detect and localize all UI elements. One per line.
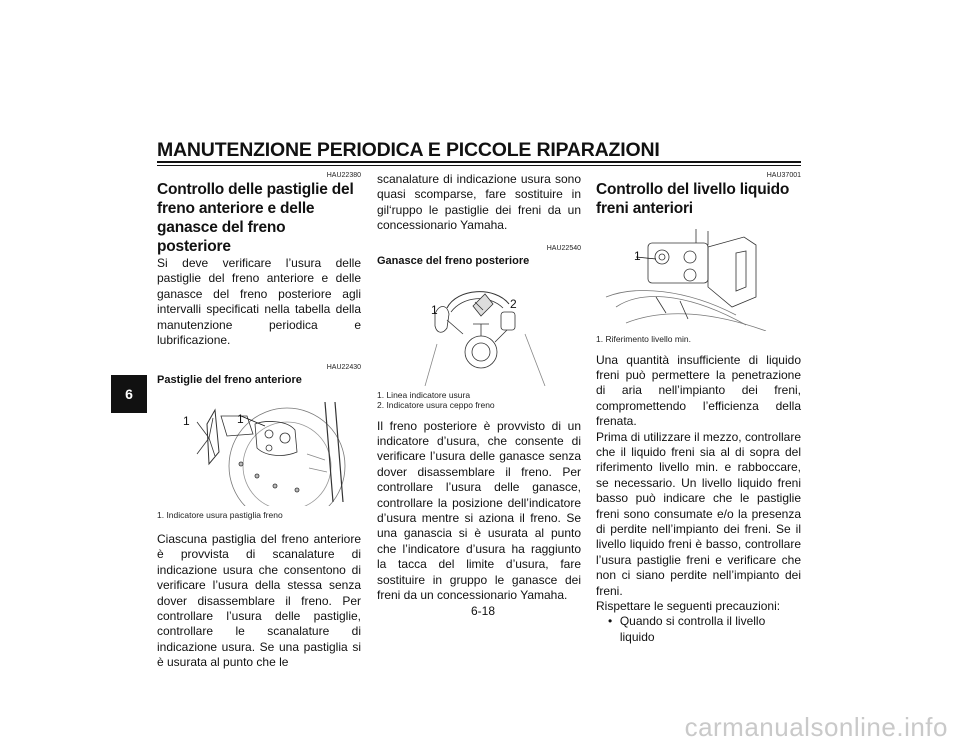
figure-caption: 1. Indicatore usura pastiglia freno xyxy=(157,510,283,521)
paragraph: Si deve verificare l’usura delle pastiglie del freno anteriore e delle ganasce del freno posteriore agli intervalli specificati nella tabella della manutenzione periodica e lubrificazione. xyxy=(157,256,361,348)
rear-brake-illustration xyxy=(377,274,581,386)
front-brake-pad-figure xyxy=(157,394,361,506)
chapter-tab[interactable]: 6 xyxy=(111,375,147,413)
header-rule-thin xyxy=(157,165,801,166)
paragraph: Rispettare le seguenti precauzioni: xyxy=(596,599,781,613)
section-title: Controllo delle pastiglie del freno anteriore e delle ganasce del freno posteriore xyxy=(157,181,354,255)
watermark: carmanualsonline.info xyxy=(684,712,948,742)
section-code: HAU22540 xyxy=(546,244,581,252)
subsection-title: Ganasce del freno posteriore xyxy=(377,254,530,267)
section-code: HAU37001 xyxy=(766,172,801,179)
section-code: HAU22430 xyxy=(326,364,361,372)
page-header-title: MANUTENZIONE PERIODICA E PICCOLE RIPARAZIONI xyxy=(157,139,660,161)
figure-label: 1 xyxy=(183,414,190,429)
figure-label: 1 xyxy=(431,302,438,317)
bullet-item xyxy=(596,614,801,645)
figure-caption: 1. Riferimento livello min. xyxy=(596,334,691,344)
figure-label: 1 xyxy=(237,412,244,427)
section-code: HAU22380 xyxy=(326,172,361,179)
figure-caption: 2. Indicatore usura ceppo freno xyxy=(377,400,495,411)
header-rule xyxy=(157,161,801,163)
bullet-dot: • xyxy=(608,614,613,629)
section-title: Controllo del livello liquido freni anteriori xyxy=(596,181,790,217)
page-number: 6-18 xyxy=(470,604,496,618)
paragraph: Il freno posteriore è provvisto di un indicatore d’usura, che consente di verificare l’usura delle ganasce senza dover disassemblare il freno. Per controllare l’usura delle ganasce, controllare la posizione dell’indicatore d’usura mentre si aziona il freno. Se una ganascia si è usurata al punto che l’indicatore d’usura ha raggiunto la tacca del limite d’usura, fare sostituire in gruppo le ganasce dei freni da un concessionario Yamaha. xyxy=(377,418,581,603)
rear-brake-figure xyxy=(377,274,581,386)
front-brake-illustration xyxy=(157,394,361,506)
column-3 xyxy=(596,172,801,645)
brake-reservoir-illustration xyxy=(596,227,801,331)
paragraph: Prima di utilizzare il mezzo, controllare che il liquido freni sia al di sopra del riferimento livello min. e rabboccare, se necessario. Un livello liquido freni basso può indicare che le pastiglie freni sono consumate e/o la presenza di perdite nell’impianto dei freni. Se il livello liquido freni è basso, controllare l’usura pastiglie freni e verificare che non ci siano perdite nell’impianto dei freni. xyxy=(596,429,801,598)
bullet-text: Quando si controlla il livello liquido xyxy=(619,614,766,644)
column-1 xyxy=(157,172,361,671)
figure-label: 1 xyxy=(634,249,641,263)
figure-label: 2 xyxy=(510,296,517,311)
subsection-title: Pastiglie del freno anteriore xyxy=(157,374,302,387)
figure-caption: 1. Linea indicatore usura xyxy=(377,389,471,400)
paragraph: Ciascuna pastiglia del freno anteriore è provvista di scanalature di indicazione usura che consentono di verificare l’usura della stessa senza dover disassemblare il freno. Per controllare l’usura delle pastiglie, controllare le scanalature di indicazione usura. Se una pastiglia si è usurata al punto che le xyxy=(157,531,361,670)
paragraph: scanalature di indicazione usura sono quasi scomparse, fare sostituire in gil‘ruppo le pastiglie dei freni da un concessionario Yamaha. xyxy=(377,172,581,233)
brake-fluid-reservoir-figure xyxy=(596,227,801,331)
column-2 xyxy=(377,172,581,604)
paragraph: Una quantità insufficiente di liquido freni può permettere la penetrazione di aria nell’impianto dei freni, compromettendo l’efficienza della frenata. xyxy=(596,352,801,429)
